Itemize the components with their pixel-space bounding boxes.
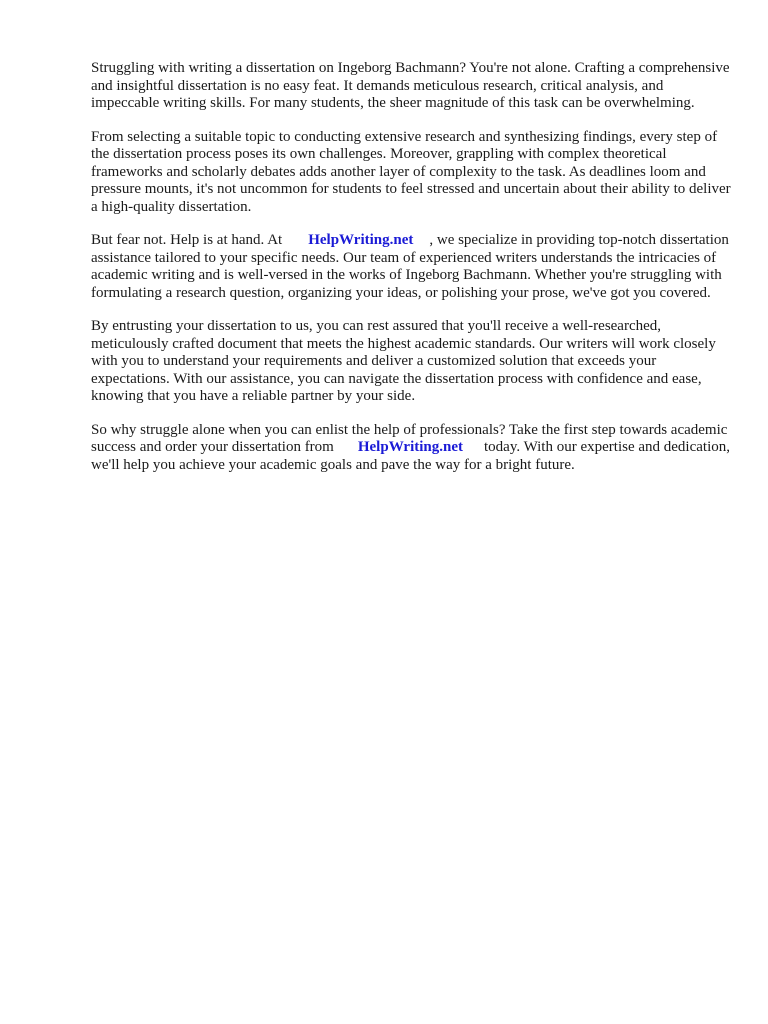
paragraph-assurance: By entrusting your dissertation to us, you can rest assured that you'll receive a well-researched, meticulously crafted document that meets the highest academic standards. Our writers will work closely with you to understand your requirements and deliver a customized solution that exceeds your expectations. With our assistance, you can navigate the dissertation process with confidence and ease, knowing that you have a reliable partner by your side. (91, 318, 716, 404)
paragraph-intro: Struggling with writing a dissertation on Ingeborg Bachmann? You're not alone. Crafting a comprehensive and insightful dissertation is no easy feat. It demands meticulous research, critical analysis, and impeccable writing skills. For many students, the sheer magnitude of this task can be overwhelming. (91, 60, 730, 111)
paragraph-closing-rest: today. With our expertise and dedication, we'll help you achieve your academic goals and pave the way for a bright future. (91, 439, 730, 473)
document-body (91, 60, 731, 490)
helpwriting-order-link[interactable]: HelpWriting.net (357, 439, 463, 455)
paragraph-help-rest: , we specialize in providing top-notch dissertation assistance tailored to your specific needs. Our team of experienced writers understands the intricacies of academic writing and is well-versed in the works of Ingeborg Bachmann. Whether you're struggling with formulating a research question, organizing your ideas, or polishing your prose, we've got you covered. (91, 232, 729, 301)
paragraph-challenges: From selecting a suitable topic to conducting extensive research and synthesizing findings, every step of the dissertation process poses its own challenges. Moreover, grappling with complex theoretical frameworks and scholarly debates adds another layer of complexity to the task. As deadlines loom and pressure mounts, it's not uncommon for students to feel stressed and uncertain about their ability to deliver a high-quality dissertation. (91, 128, 731, 215)
paragraph-help (91, 232, 731, 302)
paragraph-closing-lead: So why struggle alone when you can enlist the help of professionals? Take the first step towards academic success and order your dissertation from (91, 421, 728, 455)
helpwriting-link[interactable]: HelpWriting.net (308, 232, 414, 248)
paragraph-help-lead: But fear not. Help is at hand. At (91, 232, 283, 248)
paragraph-closing (91, 422, 731, 475)
